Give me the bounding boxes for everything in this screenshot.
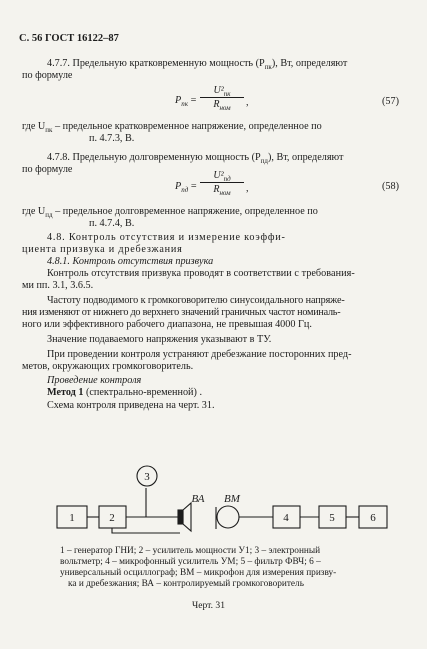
formula57-fraction: $U^2_{пк}$ $R_{ном}$ xyxy=(200,85,244,115)
block-3-label: 3 xyxy=(144,471,150,483)
caption-line3: универсальный осциллограф; ВМ – микрофон для измерения призву- xyxy=(60,568,337,578)
s477-where-line1: где $U_{пк}$ – предельное кратковременное напряжение, определенное по xyxy=(22,121,322,135)
block-2-label: 2 xyxy=(109,512,115,524)
section-4-8-1-title: 4.8.1. Контроль отсутствия призвука xyxy=(47,256,214,267)
equation-number-57: (57) xyxy=(382,96,399,107)
para4-line2: метов, окружающих громкоговоритель. xyxy=(22,361,194,372)
block-4-label: 4 xyxy=(283,512,289,524)
s477-where-line2: п. 4.7.3, В. xyxy=(89,133,135,144)
label-vm: ВМ xyxy=(224,493,240,505)
block-diagram xyxy=(0,455,427,555)
para3: Значение подаваемого напряжения указывают в ТУ. xyxy=(47,334,272,345)
equation-number-58: (58) xyxy=(382,181,399,192)
s477-intro-line2: по формуле xyxy=(22,70,73,81)
section-4-8-line1: 4.8. Контроль отсутствия и измерение коэффи- xyxy=(47,232,286,243)
para2-line2: ния изменяют от нижнего до верхнего значений граничных частот номиналь- xyxy=(22,307,341,318)
caption-line2: вольтметр; 4 – микрофонный усилитель УМ; 5 – фильтр ФВЧ; 6 – xyxy=(60,557,321,567)
method-line: Метод 1 (спектрально-временной) . xyxy=(47,387,202,398)
para4-line1: При проведении контроля устраняют дребезжание посторонних пред- xyxy=(47,349,352,360)
para2-line3: ного или эффективного рабочего диапазона, не превышая 4000 Гц. xyxy=(22,319,312,330)
formula58-lhs: $P_{пд}$ = xyxy=(175,181,197,195)
figure-caption xyxy=(60,546,336,590)
s478-intro-line1: 4.7.8. Предельную долговременную мощность $(P_{пд})$, Вт, определяют xyxy=(47,152,344,166)
procedure-title: Проведение контроля xyxy=(47,375,142,386)
s478-where-line1: где $U_{пд}$ – предельное долговременное напряжение, определенное по xyxy=(22,206,318,220)
caption-line4: ка и дребезжания; ВА – контролируемый громкоговоритель xyxy=(68,579,304,589)
s478-where-line2: п. 4.7.4, В. xyxy=(89,218,135,229)
page-header: С. 56 ГОСТ 16122–87 xyxy=(19,33,119,44)
section-4-8-line2: циента призвука и дребезжания xyxy=(22,244,183,255)
block-5-label: 5 xyxy=(329,512,335,524)
s478-intro-line2: по формуле xyxy=(22,164,73,175)
para2-line1: Частоту подводимого к громкоговорителю синусоидального напряже- xyxy=(47,295,345,306)
s477-intro-line1: 4.7.7. Предельную кратковременную мощность $(P_{пк})$, Вт, определяют xyxy=(47,58,348,72)
label-va: ВА xyxy=(191,493,205,505)
formula57-lhs: $P_{пк}$ = xyxy=(175,95,197,109)
formula58-fraction: $U^2_{пд}$ $R_{ном}$ xyxy=(200,170,244,200)
figure-label: Черт. 31 xyxy=(192,600,226,611)
scheme-reference: Схема контроля приведена на черт. 31. xyxy=(47,400,215,411)
caption-line1: 1 – генератор ГНИ; 2 – усилитель мощности У1; 3 – электронный xyxy=(60,546,321,556)
para1-line2: ми пп. 3.1, 3.6.5. xyxy=(22,280,94,291)
formula57-comma: , xyxy=(246,97,249,108)
formula58-comma: , xyxy=(246,183,249,194)
block-1-label: 1 xyxy=(69,512,75,524)
block-6-label: 6 xyxy=(370,512,376,524)
speaker-ba-icon xyxy=(178,510,183,524)
para1-line1: Контроль отсутствия призвука проводят в соответствии с требования- xyxy=(47,268,355,279)
